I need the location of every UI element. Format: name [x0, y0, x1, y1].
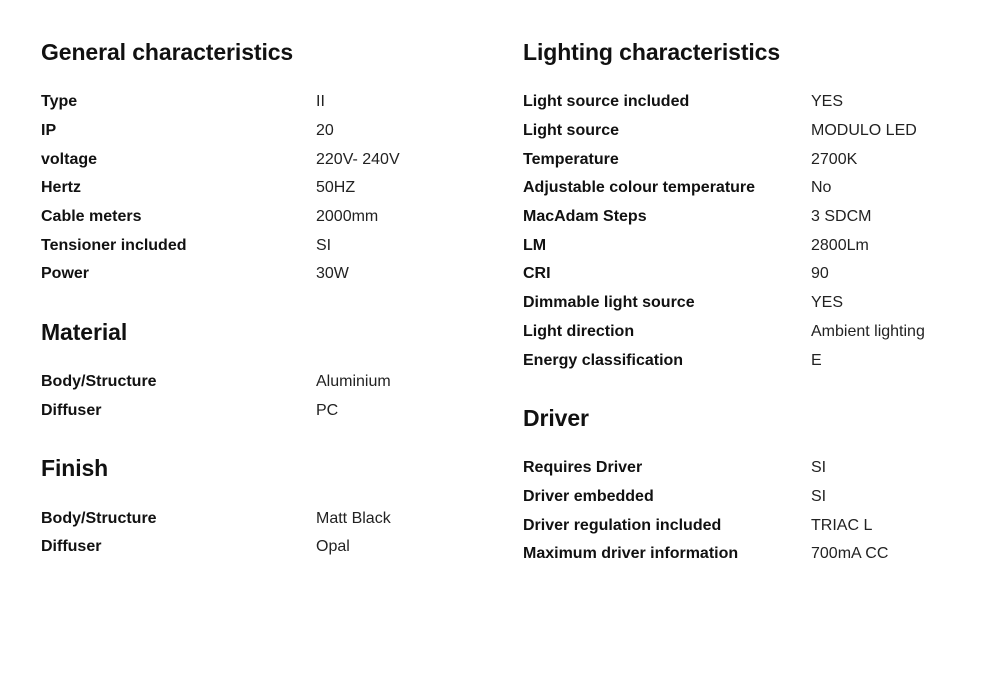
- spec-row-ip: [41, 117, 481, 146]
- spec-value: MODULO LED: [811, 122, 917, 140]
- spec-label: Maximum driver information: [523, 545, 739, 563]
- spec-value: No: [811, 179, 832, 197]
- section-material: [41, 316, 481, 425]
- spec-value: 20: [316, 122, 334, 140]
- spec-value: II: [316, 93, 325, 111]
- spec-row-diffuser: [41, 397, 481, 426]
- spec-label: Tensioner included: [41, 236, 187, 254]
- section-title: Lighting characteristics: [523, 39, 781, 65]
- spec-row-driver-regulation-included: [523, 511, 963, 540]
- spec-value: 220V- 240V: [316, 150, 400, 168]
- spec-label: Requires Driver: [523, 459, 643, 477]
- spec-row-light-direction: [523, 318, 963, 347]
- spec-row-temperature: [523, 145, 963, 174]
- spec-value: SI: [811, 487, 827, 505]
- spec-row-diffuser: [41, 533, 481, 562]
- spec-row-hertz: [41, 174, 481, 203]
- spec-label: voltage: [41, 150, 98, 168]
- spec-label: Driver embedded: [523, 487, 654, 505]
- spec-label: CRI: [523, 265, 551, 283]
- spec-value: 2000mm: [316, 208, 379, 226]
- spec-label: LM: [523, 236, 547, 254]
- spec-label: Type: [41, 93, 78, 111]
- spec-label: Power: [41, 265, 90, 283]
- section-general-characteristics: [41, 36, 481, 289]
- spec-row-lm: [523, 231, 963, 260]
- spec-value: E: [811, 351, 822, 369]
- spec-row-energy-classification: [523, 346, 963, 375]
- spec-label: Adjustable colour temperature: [523, 179, 756, 197]
- spec-row-dimmable-light-source: [523, 289, 963, 318]
- spec-row-driver-embedded: [523, 483, 963, 512]
- spec-label: Light direction: [523, 322, 635, 340]
- spec-value: Opal: [316, 538, 350, 556]
- spec-label: Diffuser: [41, 401, 102, 419]
- spec-label: Dimmable light source: [523, 294, 695, 312]
- spec-row-cable-meters: [41, 203, 481, 232]
- spec-row-body-structure: [41, 504, 481, 533]
- spec-label: Temperature: [523, 150, 619, 168]
- spec-label: Driver regulation included: [523, 516, 722, 534]
- section-title: Driver: [523, 404, 589, 431]
- spec-label: Light source included: [523, 93, 690, 111]
- spec-label: Energy classification: [523, 351, 684, 369]
- spec-label: Body/Structure: [41, 509, 157, 527]
- spec-row-maximum-driver-information: [523, 540, 963, 569]
- spec-row-tensioner-included: [41, 231, 481, 260]
- spec-value: 700mA CC: [811, 545, 889, 563]
- spec-value: 90: [811, 265, 829, 283]
- spec-label: Hertz: [41, 179, 82, 197]
- spec-value: PC: [316, 401, 339, 419]
- spec-label: MacAdam Steps: [523, 208, 647, 226]
- left-column: [41, 36, 481, 589]
- spec-row-body-structure: [41, 368, 481, 397]
- section-lighting-characteristics: [523, 36, 963, 375]
- spec-value: SI: [811, 459, 827, 477]
- spec-row-light-source-included: [523, 88, 963, 117]
- spec-row-macadam-steps: [523, 203, 963, 232]
- spec-row-cri: [523, 260, 963, 289]
- spec-label: Cable meters: [41, 208, 142, 226]
- spec-value: YES: [811, 294, 844, 312]
- spec-row-power: [41, 260, 481, 289]
- spec-label: IP: [41, 122, 57, 140]
- spec-value: 50HZ: [316, 179, 356, 197]
- spec-value: Ambient lighting: [811, 322, 925, 340]
- spec-row-voltage: [41, 145, 481, 174]
- spec-label: Diffuser: [41, 538, 102, 556]
- spec-value: TRIAC L: [811, 516, 873, 534]
- spec-row-adjustable-colour-temperature: [523, 174, 963, 203]
- right-column: [523, 36, 963, 596]
- spec-row-type: [41, 88, 481, 117]
- spec-value: YES: [811, 93, 844, 111]
- spec-value: SI: [316, 236, 332, 254]
- spec-value: 30W: [316, 265, 349, 283]
- section-title: Finish: [41, 455, 109, 482]
- spec-value: Aluminium: [316, 373, 391, 391]
- spec-row-requires-driver: [523, 454, 963, 483]
- spec-value: Matt Black: [316, 509, 391, 527]
- spec-value: 2800Lm: [811, 236, 869, 254]
- section-finish: [41, 452, 481, 561]
- spec-label: Light source: [523, 122, 620, 140]
- spec-value: 3 SDCM: [811, 208, 872, 226]
- spec-row-light-source: [523, 117, 963, 146]
- section-title: General characteristics: [41, 39, 294, 65]
- section-title: Material: [41, 318, 128, 345]
- spec-value: 2700K: [811, 150, 858, 168]
- spec-label: Body/Structure: [41, 373, 157, 391]
- section-driver: [523, 402, 963, 569]
